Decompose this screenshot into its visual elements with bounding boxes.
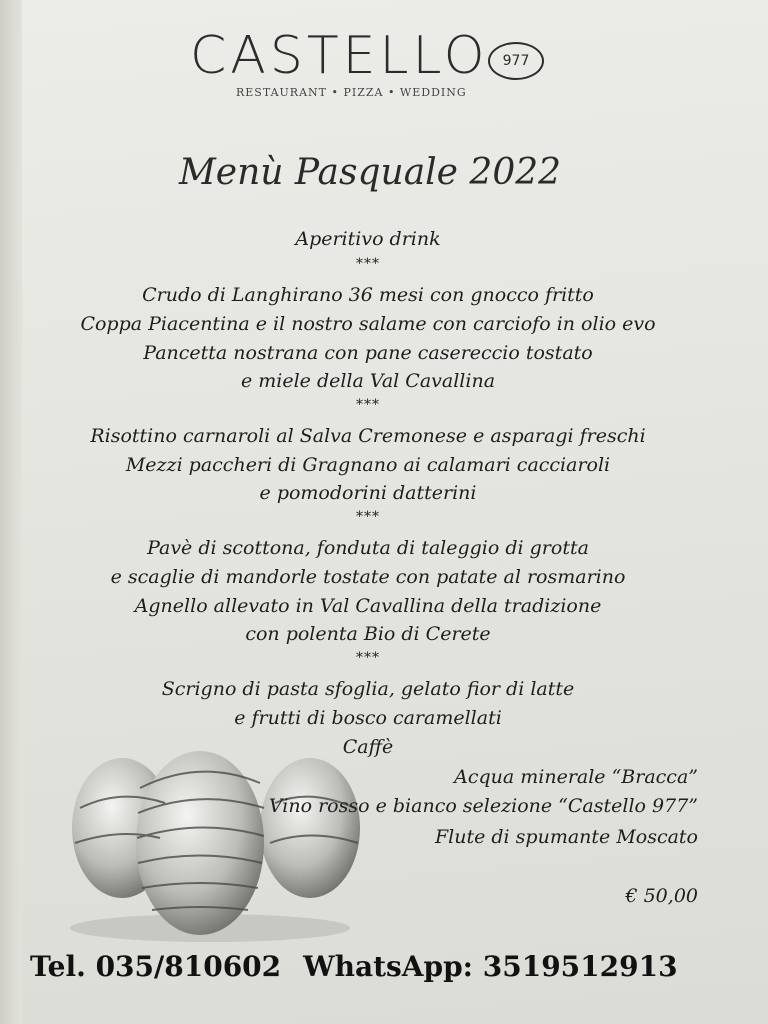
menu-line-bevanda: Acqua minerale “Bracca” — [454, 766, 698, 788]
menu-line-primo: e pomodorini datterini — [259, 482, 477, 504]
menu-line-secondo: con polenta Bio di Cerete — [245, 623, 491, 645]
logo-wordmark: CASTELLO — [190, 26, 489, 86]
menu-line-dolce: e frutti di bosco caramellati — [234, 707, 502, 729]
menu-line-secondo: Pavè di scottona, fonduta di taleggio di grotta — [147, 537, 589, 559]
menu-line-aperitivo: Aperitivo drink — [295, 228, 441, 250]
logo-tagline: RESTAURANT • PIZZA • WEDDING — [236, 86, 467, 99]
menu-line-primo: Risottino carnaroli al Salva Cremonese e asparagi freschi — [90, 425, 646, 447]
menu-line-primo: Mezzi paccheri di Gragnano ai calamari cacciaroli — [125, 454, 611, 476]
separator: *** — [356, 397, 380, 413]
menu-price: € 50,00 — [625, 885, 698, 907]
menu-line-secondo: Agnello allevato in Val Cavallina della tradizione — [134, 595, 602, 617]
menu-line-bevanda: Flute di spumante Moscato — [434, 826, 698, 848]
menu-line-secondo: e scaglie di mandorle tostate con patate al rosmarino — [110, 566, 626, 588]
separator: *** — [356, 650, 380, 666]
whatsapp-number: WhatsApp: 3519512913 — [303, 950, 678, 983]
menu-line-antipasto: Coppa Piacentina e il nostro salame con carciofo in olio evo — [80, 313, 656, 335]
easter-eggs-icon — [60, 728, 380, 948]
menu-line-dolce: Scrigno di pasta sfoglia, gelato fior di latte — [161, 678, 575, 700]
contact-footer — [30, 950, 678, 983]
menu-line-bevanda: Vino rosso e bianco selezione “Castello 977” — [268, 795, 698, 817]
restaurant-logo — [190, 26, 550, 99]
logo-badge: 977 — [488, 42, 544, 80]
menu-line-antipasto: Pancetta nostrana con pane casereccio tostato — [143, 342, 593, 364]
separator: *** — [356, 256, 380, 272]
phone-number: Tel. 035/810602 — [30, 950, 282, 983]
menu-line-dolce: Caffè — [342, 736, 394, 758]
menu-line-antipasto: Crudo di Langhirano 36 mesi con gnocco fritto — [142, 284, 594, 306]
menu-line-antipasto: e miele della Val Cavallina — [240, 370, 496, 392]
menu-title: Menù Pasquale 2022 — [178, 152, 562, 193]
separator: *** — [356, 509, 380, 525]
